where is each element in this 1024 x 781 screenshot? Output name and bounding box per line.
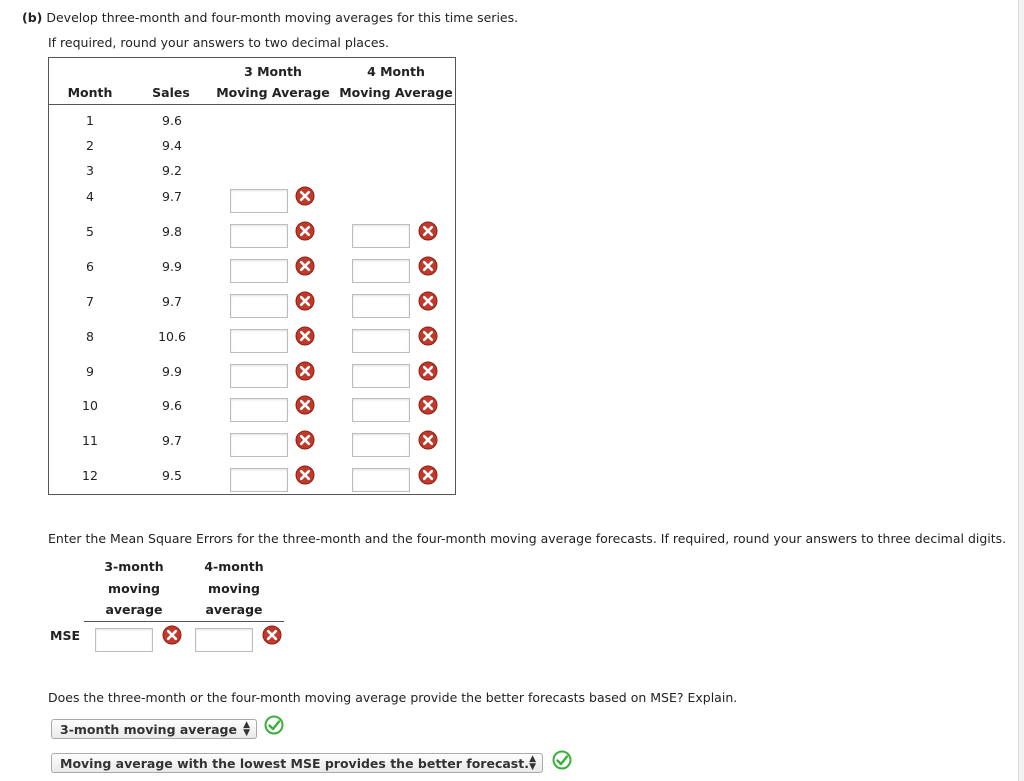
- sales-cell: 9.4: [162, 138, 182, 153]
- mse-col4-line2: moving: [208, 581, 260, 596]
- incorrect-icon: [295, 465, 315, 485]
- prompt-text: Develop three-month and four-month moving averages for this time series.: [46, 10, 519, 25]
- sales-cell: 9.2: [162, 163, 182, 178]
- ma3-input-month-8[interactable]: [230, 329, 288, 353]
- ma4-input-month-12[interactable]: [352, 468, 410, 492]
- sales-cell: 9.5: [162, 468, 182, 483]
- month-cell: 4: [86, 189, 94, 204]
- mse-col4-line1: 4-month: [204, 559, 264, 574]
- sales-cell: 10.6: [158, 329, 186, 344]
- better-method-value: 3-month moving average: [60, 722, 237, 737]
- header-sales: Sales: [152, 85, 190, 100]
- mse-3month-input[interactable]: [95, 628, 153, 652]
- explanation-select[interactable]: [51, 753, 543, 773]
- question-prompt: [22, 10, 518, 25]
- month-cell: 8: [86, 329, 94, 344]
- better-method-select[interactable]: [51, 719, 257, 739]
- header-ma4-line1: 4 Month: [367, 64, 425, 79]
- header-month: Month: [67, 85, 113, 100]
- incorrect-icon: [295, 395, 315, 415]
- incorrect-icon: [418, 430, 438, 450]
- incorrect-icon: [295, 256, 315, 276]
- select-arrows-icon: ▲ ▼: [243, 720, 250, 738]
- incorrect-icon: [295, 326, 315, 346]
- incorrect-icon: [162, 625, 182, 645]
- incorrect-icon: [418, 291, 438, 311]
- month-cell: 7: [86, 294, 94, 309]
- header-ma3-line1: 3 Month: [244, 64, 302, 79]
- sales-cell: 9.8: [162, 224, 182, 239]
- incorrect-icon: [295, 221, 315, 241]
- ma3-input-month-9[interactable]: [230, 364, 288, 388]
- incorrect-icon: [418, 465, 438, 485]
- incorrect-icon: [418, 326, 438, 346]
- incorrect-icon: [295, 361, 315, 381]
- page-scrollbar[interactable]: [1018, 0, 1024, 781]
- incorrect-icon: [295, 186, 315, 206]
- sales-cell: 9.7: [162, 433, 182, 448]
- incorrect-icon: [295, 430, 315, 450]
- mse-col3-line2: moving: [108, 581, 160, 596]
- month-cell: 6: [86, 259, 94, 274]
- mse-row-label: MSE: [50, 628, 80, 643]
- sales-cell: 9.7: [162, 294, 182, 309]
- incorrect-icon: [418, 221, 438, 241]
- month-cell: 9: [86, 364, 94, 379]
- header-ma4-line2: Moving Average: [339, 85, 453, 100]
- mse-header-divider: [84, 621, 284, 622]
- ma4-input-month-10[interactable]: [352, 398, 410, 422]
- ma3-input-month-11[interactable]: [230, 433, 288, 457]
- incorrect-icon: [418, 395, 438, 415]
- ma3-input-month-12[interactable]: [230, 468, 288, 492]
- ma4-input-month-11[interactable]: [352, 433, 410, 457]
- correct-icon: [264, 715, 284, 735]
- part-label: (b): [22, 10, 43, 25]
- incorrect-icon: [418, 256, 438, 276]
- sales-cell: 9.7: [162, 189, 182, 204]
- ma4-input-month-7[interactable]: [352, 294, 410, 318]
- ma4-input-month-9[interactable]: [352, 364, 410, 388]
- sales-cell: 9.9: [162, 259, 182, 274]
- correct-icon: [552, 750, 572, 770]
- incorrect-icon: [262, 625, 282, 645]
- better-question: Does the three-month or the four-month moving average provide the better forecasts based on MSE? Explain.: [48, 690, 738, 705]
- month-cell: 3: [86, 163, 94, 178]
- mse-col3-line3: average: [105, 602, 163, 617]
- sales-cell: 9.6: [162, 398, 182, 413]
- ma3-input-month-6[interactable]: [230, 259, 288, 283]
- month-cell: 2: [86, 138, 94, 153]
- ma3-input-month-5[interactable]: [230, 224, 288, 248]
- month-cell: 1: [86, 113, 94, 128]
- explanation-value: Moving average with the lowest MSE provides the better forecast.: [60, 756, 529, 771]
- month-cell: 11: [82, 433, 98, 448]
- month-cell: 10: [82, 398, 98, 413]
- month-cell: 5: [86, 224, 94, 239]
- sales-cell: 9.6: [162, 113, 182, 128]
- mse-4month-input[interactable]: [195, 628, 253, 652]
- ma3-input-month-10[interactable]: [230, 398, 288, 422]
- rounding-note: If required, round your answers to two decimal places.: [48, 35, 389, 50]
- ma4-input-month-5[interactable]: [352, 224, 410, 248]
- sales-cell: 9.9: [162, 364, 182, 379]
- incorrect-icon: [418, 361, 438, 381]
- ma4-input-month-6[interactable]: [352, 259, 410, 283]
- ma4-input-month-8[interactable]: [352, 329, 410, 353]
- month-cell: 12: [82, 468, 98, 483]
- select-arrows-icon: ▲ ▼: [529, 754, 536, 772]
- incorrect-icon: [295, 291, 315, 311]
- ma3-input-month-7[interactable]: [230, 294, 288, 318]
- ma3-input-month-4[interactable]: [230, 189, 288, 213]
- mse-instruction: Enter the Mean Square Errors for the three-month and the four-month moving average forecasts. If required, round your answers to three decimal digits.: [48, 531, 1007, 546]
- header-divider: [49, 104, 455, 105]
- mse-col3-line1: 3-month: [104, 559, 164, 574]
- mse-col4-line3: average: [205, 602, 263, 617]
- header-ma3-line2: Moving Average: [216, 85, 330, 100]
